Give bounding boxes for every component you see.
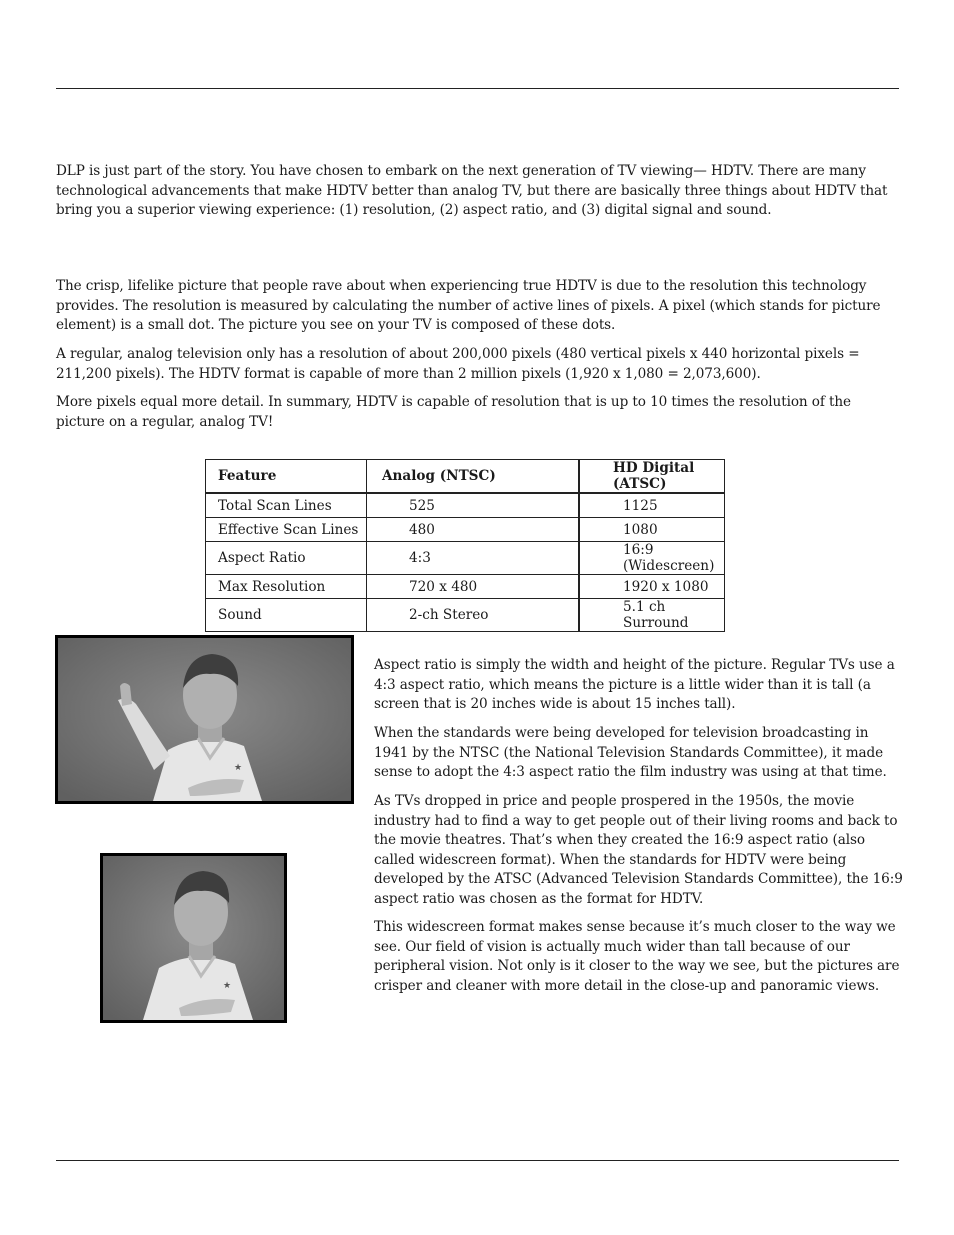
bottom-rule bbox=[56, 1160, 899, 1161]
table-cell: Sound bbox=[206, 599, 367, 632]
table-cell: 720 x 480 bbox=[367, 575, 580, 599]
table-cell: 4:3 bbox=[367, 542, 580, 575]
aspect-paragraph-2: When the standards were being developed for television broadcasting in 1941 by the NTSC (the National Television Standards Committee), it made sense to adopt the 4:3 aspect ratio the film industry was using at that time. bbox=[374, 725, 887, 780]
resolution-paragraph-1: The crisp, lifelike picture that people rave about when experiencing true HDTV is due to the resolution this technology provides. The resolution is measured by calculating the number of active lines of pixels. A pixel (which stands for picture element) is a small dot. The picture you see on your TV is composed of these dots. bbox=[56, 278, 881, 333]
table-row bbox=[206, 493, 725, 518]
table-header-cell: Analog (NTSC) bbox=[367, 460, 580, 494]
table-row bbox=[206, 575, 725, 599]
table-header-cell: HD Digital (ATSC) bbox=[579, 460, 725, 494]
table-header-row bbox=[206, 460, 725, 494]
comparison-table bbox=[205, 459, 725, 632]
widescreen-photo bbox=[55, 635, 354, 804]
table-cell: 1080 bbox=[579, 518, 725, 542]
svg-text:★: ★ bbox=[223, 981, 232, 991]
aspect-paragraph-1: Aspect ratio is simply the width and height of the picture. Regular TVs use a 4:3 aspect ratio, which means the picture is a little wider than it is tall (a screen that is 20 inches wide is about 15 inches tall). bbox=[374, 657, 895, 712]
table-row bbox=[206, 542, 725, 575]
boy-karate-standard-image bbox=[103, 856, 284, 1020]
top-rule bbox=[56, 88, 899, 89]
table-cell: Aspect Ratio bbox=[206, 542, 367, 575]
table-cell: 2-ch Stereo bbox=[367, 599, 580, 632]
resolution-paragraph-2: A regular, analog television only has a resolution of about 200,000 pixels (480 vertical pixels x 440 horizontal pixels = 211,200 pixels). The HDTV format is capable of more than 2 million pixels (1,920 x 1,080 = 2,073,600). bbox=[56, 346, 860, 382]
aspect-paragraph-3: As TVs dropped in price and people prospered in the 1950s, the movie industry had to find a way to get people out of their living rooms and back to the movie theatres. That’s when they created the 16:9 aspect ratio (also called widescreen format). When the standards for HDTV were being developed by the ATSC (Advanced Television Standards Committee), the 16:9 aspect ratio was chosen as the format for HDTV. bbox=[374, 793, 903, 907]
resolution-paragraph-3: More pixels equal more detail. In summary, HDTV is capable of resolution that is up to 10 times the resolution of the picture on a regular, analog TV! bbox=[56, 394, 851, 430]
table-cell: 480 bbox=[367, 518, 580, 542]
boy-karate-widescreen-image bbox=[58, 638, 351, 801]
aspect-paragraph-4: This widescreen format makes sense because it’s much closer to the way we see. Our field of vision is actually much wider than tall because of our peripheral vision. Not only is it closer to the way we see, but the pictures are crisper and cleaner with more detail in the close-up and panoramic views. bbox=[374, 919, 900, 994]
table-header-cell: Feature bbox=[206, 460, 367, 494]
table-cell: 1920 x 1080 bbox=[579, 575, 725, 599]
table-cell: 16:9 (Widescreen) bbox=[579, 542, 725, 575]
table-cell: Total Scan Lines bbox=[206, 493, 367, 518]
table-cell: 525 bbox=[367, 493, 580, 518]
table-row bbox=[206, 599, 725, 632]
standard-photo bbox=[100, 853, 287, 1023]
table-cell: 1125 bbox=[579, 493, 725, 518]
table-cell: Effective Scan Lines bbox=[206, 518, 367, 542]
table-cell: 5.1 ch Surround bbox=[579, 599, 725, 632]
table-cell: Max Resolution bbox=[206, 575, 367, 599]
table-row bbox=[206, 518, 725, 542]
intro-paragraph: DLP is just part of the story. You have chosen to embark on the next generation of TV viewing— HDTV. There are many technological advancements that make HDTV better than analog TV, but there are basically three things about HDTV that bring you a superior viewing experience: (1) resolution, (2) aspect ratio, and (3) digital signal and sound. bbox=[56, 163, 888, 218]
svg-text:★: ★ bbox=[234, 763, 243, 773]
